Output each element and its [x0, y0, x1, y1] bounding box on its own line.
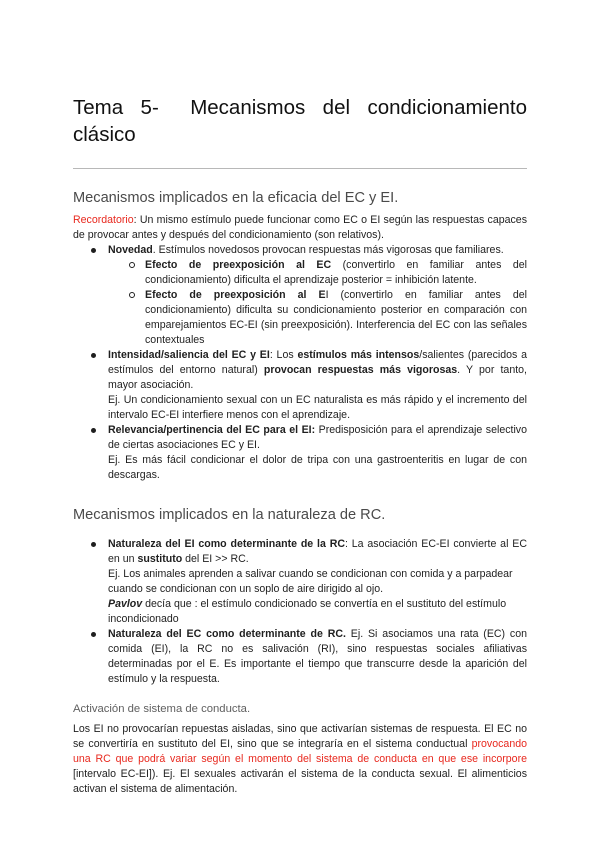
- eficacia-list: [73, 243, 527, 483]
- title-part-1: Tema 5-: [73, 96, 159, 119]
- preexposicion-ei-label: Efecto de preexposición al E: [145, 289, 326, 301]
- relevancia-text: Predisposición para el aprendizaje selectivo de ciertas asociaciones EC y EI.: [108, 424, 527, 451]
- activacion-text-2: [intervalo EC-EI]). Ej. El sexuales activarán el sistema de la conducta sexual. El alimenticios activan el sistema de alimentación.: [73, 768, 527, 795]
- section-heading-naturaleza: Mecanismos implicados en la naturaleza de RC.: [73, 507, 386, 523]
- recordatorio-text: : Un mismo estímulo puede funcionar como EC o EI según las respuestas capaces de provocar antes y después del condicionamiento (son relativos).: [73, 214, 527, 241]
- section-heading-activacion: Activación de sistema de conducta.: [73, 703, 251, 715]
- intensidad-bold-1: estímulos más intensos: [297, 349, 420, 361]
- naturaleza-ei-label: Naturaleza del EI como determinante de la RC: [108, 538, 345, 550]
- title-part-2: Mecanismos del condicionamiento clásico: [73, 96, 527, 146]
- naturaleza-ei-text-2: del EI >> RC.: [182, 553, 249, 565]
- intensidad-text-1: : Los: [269, 349, 298, 361]
- pavlov-text: decía que : el estímulo condicionado se convertía en el sustituto del estímulo incondicionado: [108, 598, 507, 625]
- intensidad-label: Intensidad/saliencia del EC y EI: [108, 349, 270, 361]
- sublist-item-preexposicion-ec: [73, 258, 527, 288]
- recordatorio-paragraph: [73, 213, 527, 243]
- pavlov-line: [108, 597, 527, 627]
- title-divider: [73, 168, 527, 169]
- naturaleza-ei-text-1: : La asociación EC-EI convierte al EC en un: [108, 538, 527, 565]
- sustituto-bold: sustituto: [137, 553, 183, 565]
- page-title: [73, 94, 527, 148]
- activacion-paragraph: [73, 722, 527, 797]
- preexposicion-ei-text: I (convertirlo en familiar antes del condicionamiento) dificulta su condicionamiento posterior en comparación con emparejamientos EC-EI (sin preexposición). Interferencia del EC con las señales contextuales: [145, 289, 527, 346]
- naturaleza-list: [73, 537, 527, 687]
- naturaleza-ec-label: Naturaleza del EC como determinante de RC.: [108, 628, 346, 640]
- activacion-red-text: provocando una RC que podrá variar según el momento del sistema de conducta en que ese incorpore: [73, 738, 527, 765]
- list-item-novedad: [73, 243, 527, 348]
- intensidad-example: Ej. Un condicionamiento sexual con un EC naturalista es más rápido y el incremento del intervalo EC-EI interfiere menos con el aprendizaje.: [108, 394, 527, 421]
- naturaleza-ec-text: Ej. Si asociamos una rata (EC) con comida (EI), la RC no es salivación (RI), sino respuestas sociales afiliativas determinadas por el E. Es importante el tiempo que transcurre desde la aparición del estímulo y la respuesta.: [108, 628, 527, 685]
- activacion-text-1: Los EI no provocarían repuestas aisladas, sino que activarían sistemas de respuesta. El EC no se convertiría en sustituto del EI, sino que se integraría en el sistema conductual: [73, 723, 527, 750]
- list-item-naturaleza-ec: [73, 627, 527, 687]
- document-content: [73, 94, 527, 797]
- relevancia-example: Ej. Es más fácil condicionar el dolor de tripa con una gastroenteritis en lugar de con descargas.: [108, 454, 527, 481]
- intensidad-text-3: . Y por tanto, mayor asociación.: [108, 364, 527, 391]
- preexposicion-ec-label: Efecto de preexposición al EC: [145, 259, 332, 271]
- novedad-text: . Estímulos novedosos provocan respuestas más vigorosas que familiares.: [152, 244, 504, 256]
- relevancia-label: Relevancia/pertinencia del EC para el EI:: [108, 424, 316, 436]
- naturaleza-ei-example: Ej. Los animales aprenden a salivar cuando se condicionan con comida y a parpadear cuando se condicionan con un soplo de aire dirigido al ojo.: [108, 568, 513, 595]
- list-item-relevancia: [73, 423, 527, 483]
- section-heading-eficacia: Mecanismos implicados en la eficacia del EC y EI.: [73, 190, 399, 206]
- list-item-naturaleza-ei: [73, 537, 527, 627]
- sublist-item-preexposicion-ei: [73, 288, 527, 348]
- preexposicion-ec-text: (convertirlo en familiar antes del condicionamiento) dificulta el aprendizaje posterior = inhibición latente.: [145, 259, 527, 286]
- list-item-intensidad: [73, 348, 527, 423]
- novedad-label: Novedad: [108, 244, 153, 256]
- recordatorio-label: Recordatorio: [73, 214, 134, 226]
- novedad-sublist: [108, 258, 527, 348]
- intensidad-text-2: /salientes (parecidos a estímulos del entorno natural): [108, 349, 527, 376]
- pavlov-label: Pavlov: [108, 598, 143, 610]
- intensidad-bold-2: provocan respuestas más vigorosas: [263, 364, 458, 376]
